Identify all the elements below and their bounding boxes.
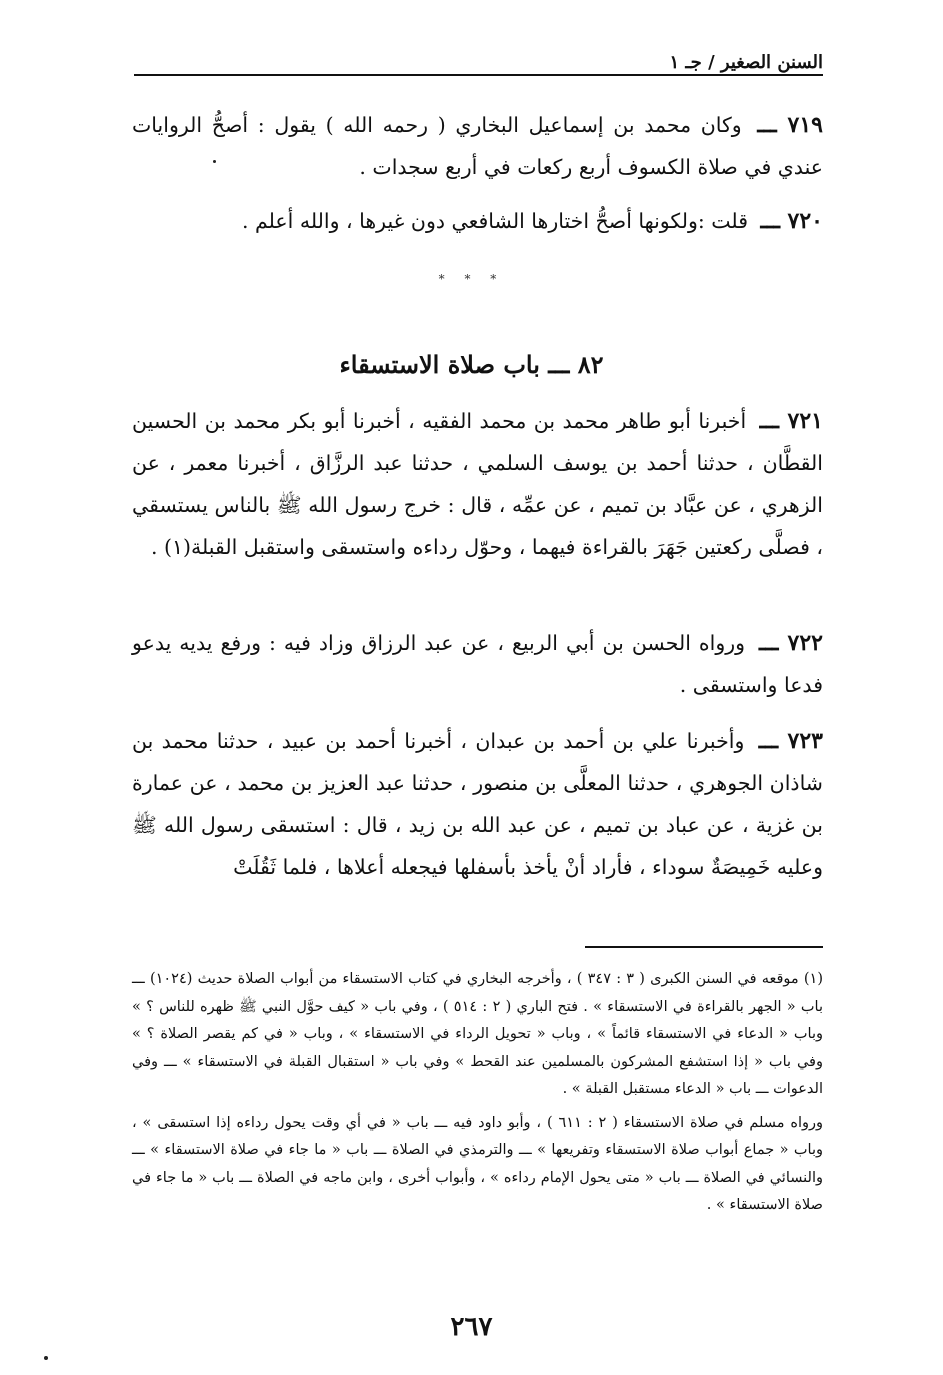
footnote-1: (١) موقعه في السنن الكبرى ( ٣ : ٣٤٧ ) ، وأخرجه البخاري في كتاب الاستسقاء من أبواب الصلاة حديث (١٠٢٤) ـــ باب « الجهر بالقراءة في الاستسقاء » . فتح الباري ( ٢ : ٥١٤ ) ، وفي باب « كيف حوَّل النبي ﷺ ظهره للناس ؟ » وباب « الدعاء في الاستسقاء قائماً » ، وباب « تحويل الرداء في الاستسقاء » ، وباب « في كم يقصر الصلاة ؟ » وفي باب « إذا استشفع المشركون بالمسلمين عند القحط » وفي باب « استقبال القبلة في الاستسقاء » ـــ وفي الدعوات ـــ باب « الدعاء مستقبل القبلة » .: [132, 971, 823, 1097]
section-divider: * * *: [438, 272, 505, 286]
paragraph-number: ٧٢٣ ـــ: [758, 728, 823, 754]
paragraph-719: [132, 104, 823, 188]
paragraph-720: [132, 200, 823, 242]
scan-speck: [44, 1356, 48, 1360]
scan-speck: [213, 160, 216, 163]
paragraph-number: ٧٢١ ـــ: [759, 408, 823, 434]
paragraph-722: [132, 622, 823, 706]
paragraph-number: ٧٢٢ ـــ: [759, 630, 823, 656]
running-header: [134, 52, 823, 82]
chapter-title: ٨٢ ـــ باب صلاة الاستسقاء: [339, 350, 604, 379]
paragraph-text: قلت :ولكونها أصحُّ اختارها الشافعي دون غيرها ، والله أعلم .: [241, 209, 749, 233]
paragraph-text: وكان محمد بن إسماعيل البخاري ( رحمه الله ) يقول : أصحُّ الروايات عندي في صلاة الكسوف أربع ركعات في أربع سجدات .: [132, 113, 823, 179]
footnotes: [132, 966, 823, 1226]
paragraph-721: [132, 400, 823, 568]
paragraph-text: ورواه الحسن بن أبي الربيع ، عن عبد الرزاق وزاد فيه : ورفع يديه يدعو فدعا واستسقى .: [132, 631, 823, 697]
paragraph-number: ٧١٩ ـــ: [757, 112, 823, 138]
footnote-1-continued: ورواه مسلم في صلاة الاستسقاء ( ٢ : ٦١١ ) ، وأبو داود فيه ـــ باب « في أي وقت يحول رداءه إذا استسقى » ، وباب « جماع أبواب صلاة الاستسقاء وتفريعها » ـــ والترمذي في الصلاة ـــ باب « ما جاء في صلاة الاستسقاء » ـــ والنسائي في الصلاة ـــ باب « متى يحول الإمام رداءه » ، وأبواب أخرى ، وابن ماجه في الصلاة ـــ باب « ما جاء في صلاة الاستسقاء » .: [132, 1114, 823, 1213]
footnote-rule: [585, 946, 823, 948]
paragraph-text: وأخبرنا علي بن أحمد بن عبدان ، أخبرنا أحمد بن عبيد ، حدثنا محمد بن شاذان الجوهري ، حدثنا المعلَّى بن منصور ، حدثنا عبد العزيز بن محمد ، عن عمارة بن غزية ، عن عباد بن تميم ، عن عبد الله بن زيد ، قال : استسقى رسول الله ﷺ وعليه خَمِيصَةٌ سوداء ، فأراد أنْ يأخذ بأسفلها فيجعله أعلاها ، فلما ثَقُلَتْ: [132, 729, 823, 879]
paragraph-number: ٧٢٠ ـــ: [760, 208, 823, 234]
page-number: ٢٦٧: [450, 1312, 493, 1342]
header-rule: [134, 74, 823, 76]
running-title: السنن الصغير / جـ ١: [663, 52, 823, 73]
paragraph-723: [132, 720, 823, 888]
paragraph-text: أخبرنا أبو طاهر محمد بن محمد الفقيه ، أخبرنا أبو بكر محمد بن الحسين القطَّان ، حدثنا أحمد بن يوسف السلمي ، حدثنا عبد الرزَّاق ، أخبرنا معمر ، عن الزهري ، عن عبَّاد بن تميم ، عن عمِّه ، قال : خرج رسول الله ﷺ بالناس يستسقي ، فصلَّى ركعتين جَهَرَ بالقراءة فيهما ، وحوّل رداءه واستسقى واستقبل القبلة(١) .: [132, 409, 823, 559]
